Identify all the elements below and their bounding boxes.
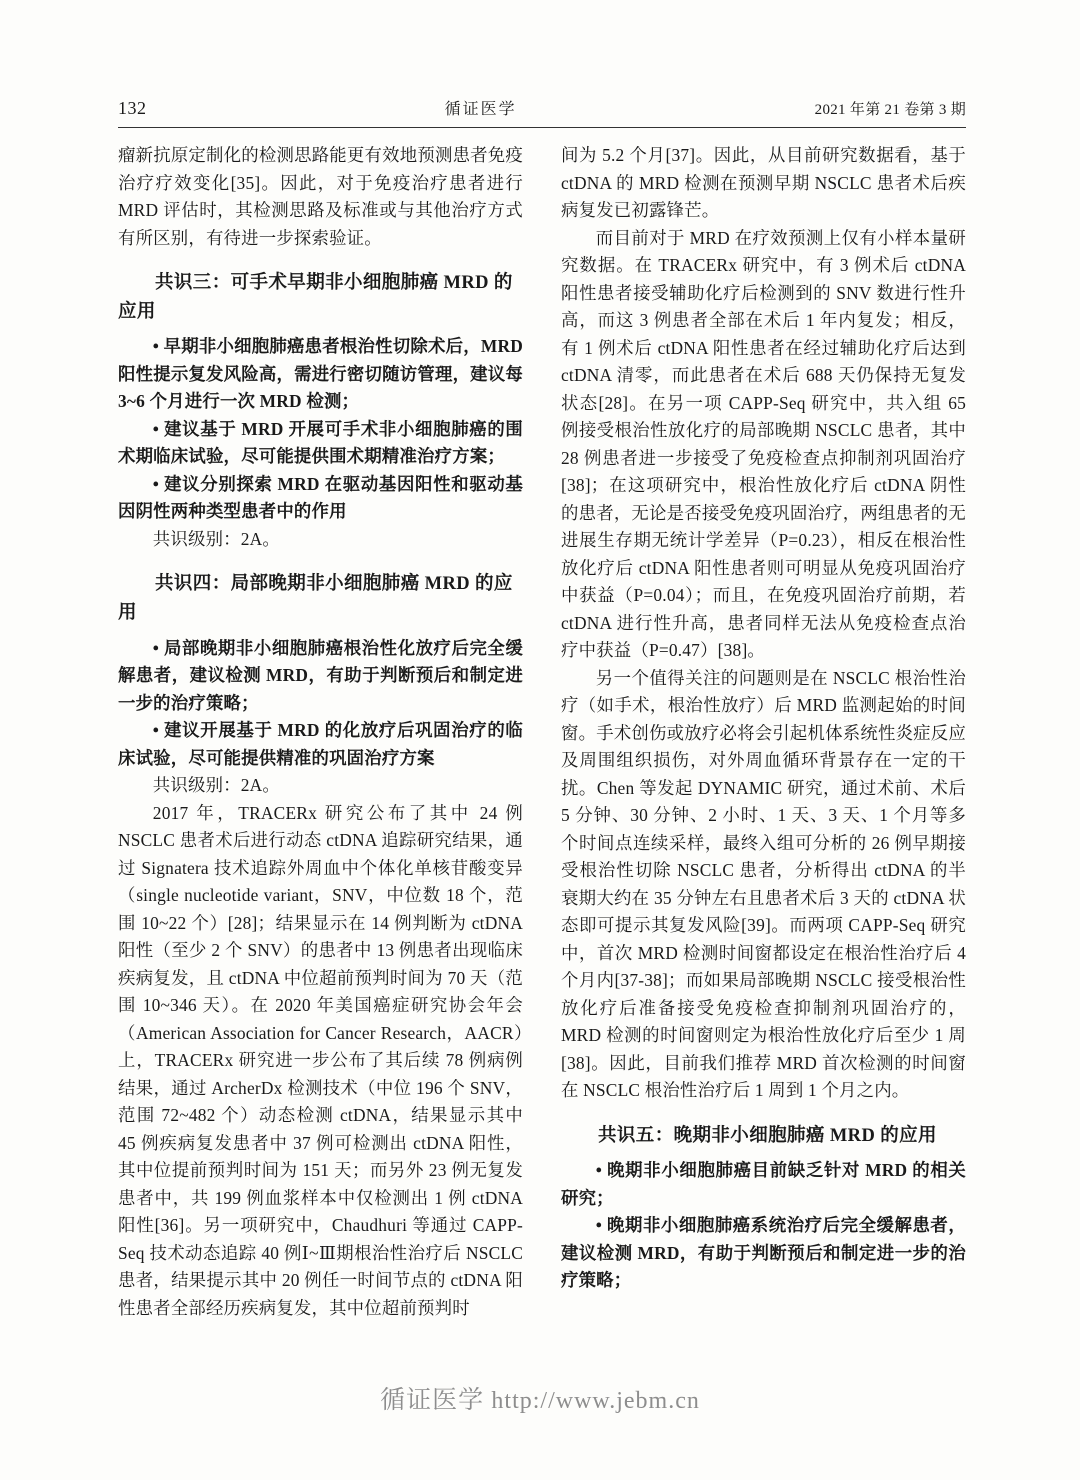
consensus-five-bullet-2: • 晚期非小细胞肺癌系统治疗后完全缓解患者，建议检测 MRD，有助于判断预后和制定进一步的治疗策略； bbox=[561, 1215, 966, 1291]
heading-consensus-four: 共识四：局部晚期非小细胞肺癌 MRD 的应用 bbox=[118, 574, 513, 624]
heading-consensus-five: 共识五：晚期非小细胞肺癌 MRD 的应用 bbox=[598, 1125, 937, 1146]
consensus-four-level: 共识级别：2A。 bbox=[152, 775, 280, 796]
issue-info: 2021 年第 21 卷第 3 期 bbox=[814, 102, 966, 118]
consensus-four-bullet-1: • 局部晚期非小细胞肺癌根治性化放疗后完全缓解患者，建议检测 MRD，有助于判断预后和制定进一步的治疗策略； bbox=[118, 637, 523, 713]
left-body-paragraph: 2017 年，TRACERx 研究公布了其中 24 例 NSCLC 患者术后进行动态 ctDNA 追踪研究结果，通过 Signatera 技术追踪外周血中个体化单核苷酸变异（single nucleotide variant，SNV，中位数 18 个，范围 10~22 个）[28]；结果显示在 14 例判断为 ctDNA 阳性（至少 2 个 SNV）的患者中 13 例患者出现临床疾病复发，且 ctDNA 中位超前预判时间为 70 天（范围 10~346 天）。在 2020 年美国癌症研究协会年会（American Association for Cancer Research，AACR）上，TRACERx 研究进一步公布了其后续 78 例病例结果，通过 ArcherDx 检测技术（中位 196 个 SNV，范围 72~482 个）动态检测 ctDNA，结果显示其中 45 例疾病复发患者中 37 例可检测出 ctDNA 阳性，其中位提前预判时间为 151 天；而另外 23 例无复发患者中，共 199 例血浆样本中仅检测出 1 例 ctDNA 阳性[36]。另一项研究中，Chaudhuri 等通过 CAPP-Seq 技术动态追踪 40 例Ⅰ~Ⅲ期根治性治疗后 NSCLC 患者，结果提示其中 20 例任一时间节点的 ctDNA 阳性患者全部经历疾病复发，其中位超前预判时 bbox=[118, 802, 523, 1318]
page-content bbox=[118, 96, 966, 1322]
journal-name: 循证医学 bbox=[444, 101, 517, 118]
paragraph-continued-left: 瘤新抗原定制化的检测思路能更有效地预测患者免疫治疗疗效变化[35]。因此，对于免疫治疗患者进行 MRD 评估时，其检测思路及标准或与其他治疗方式有所区别，有待进一步探索验证。 bbox=[118, 145, 523, 248]
heading-consensus-three: 共识三：可手术早期非小细胞肺癌 MRD 的应用 bbox=[118, 273, 513, 322]
footer-journal-name: 循证医学 bbox=[380, 1387, 485, 1414]
consensus-five-bullet-1: • 晚期非小细胞肺癌目前缺乏针对 MRD 的相关研究； bbox=[561, 1160, 966, 1208]
consensus-three-bullet-1: • 早期非小细胞肺癌患者根治性切除术后，MRD 阳性提示复发风险高，需进行密切随访管理，建议每 3~6 个月进行一次 MRD 检测； bbox=[118, 336, 523, 412]
consensus-three-level: 共识级别：2A。 bbox=[152, 528, 280, 549]
right-paragraph-3: 另一个值得关注的问题则是在 NSCLC 根治性治疗（如手术，根治性放疗）后 MRD 监测起始的时间窗。手术创伤或放疗必将会引起机体系统性炎症反应及周围组织损伤，对外周血循环背景存在一定的干扰。Chen 等发起 DYNAMIC 研究，通过术前、术后 5 分钟、30 分钟、2 小时、1 天、3 天、1 个月等多个时间点连续采样，最终入组可分析的 26 例早期接受根治性切除 NSCLC 患者，分析得出 ctDNA 的半衰期大约在 35 分钟左右且患者术后 3 天的 ctDNA 状态即可提示其复发风险[39]。而两项 CAPP-Seq 研究中，首次 MRD 检测时间窗都设定在根治性治疗后 4 个月内[37-38]；而如果局部晚期 NSCLC 接受根治性放化疗后准备接受免疫检查抑制剂巩固治疗的，MRD 检测的时间窗则定为根治性放化疗后至少 1 周[38]。因此，目前我们推荐 MRD 首次检测的时间窗在 NSCLC 根治性治疗后 1 周到 1 个月之内。 bbox=[561, 667, 966, 1100]
paragraph-continued-right: 间为 5.2 个月[37]。因此，从目前研究数据看，基于 ctDNA 的 MRD 检测在预测早期 NSCLC 患者术后疾病复发已初露锋芒。 bbox=[561, 145, 966, 220]
header-rule bbox=[118, 127, 966, 128]
right-paragraph-2: 而目前对于 MRD 在疗效预测上仅有小样本量研究数据。在 TRACERx 研究中，有 3 例术后 ctDNA 阳性患者接受辅助化疗后检测到的 SNV 数进行性升高，而这 3 例患者全部在术后 1 年内复发；相反，有 1 例术后 ctDNA 阳性患者在经过辅助化疗后达到 ctDNA 清零，而此患者在术后 688 天仍保持无复发状态[28]。在另一项 CAPP-Seq 研究中，共入组 65 例接受根治性放化疗的局部晚期 NSCLC 患者，其中 28 例患者进一步接受了免疫检查点抑制剂巩固治疗[38]；在这项研究中，根治性放化疗后 ctDNA 阴性的患者，无论是否接受免疫巩固治疗，两组患者的无进展生存期无统计学差异（P=0.23），相反在根治性放化疗后 ctDNA 阳性患者则可明显从免疫巩固治疗中获益（P=0.04）；而且，在免疫巩固治疗前期，若 ctDNA 进行性升高，患者同样无法从免疫检查点治疗中获益（P=0.47）[38]。 bbox=[561, 227, 966, 660]
consensus-three-bullet-2: • 建议基于 MRD 开展可手术非小细胞肺癌的围术期临床试验，尽可能提供围术期精准治疗方案； bbox=[118, 418, 523, 467]
page-footer bbox=[0, 1380, 1080, 1416]
page-number: 132 bbox=[118, 98, 147, 118]
left-column bbox=[118, 142, 523, 1322]
consensus-three-bullet-3: • 建议分别探索 MRD 在驱动基因阳性和驱动基因阴性两种类型患者中的作用 bbox=[118, 473, 523, 522]
consensus-four-bullet-2: • 建议开展基于 MRD 的化放疗后巩固治疗的临床试验，尽可能提供精准的巩固治疗方案 bbox=[118, 720, 523, 768]
right-column bbox=[561, 142, 966, 1322]
running-head bbox=[118, 96, 966, 125]
footer-site-url: http://www.jebm.cn bbox=[491, 1388, 700, 1414]
two-column-body bbox=[118, 142, 966, 1322]
